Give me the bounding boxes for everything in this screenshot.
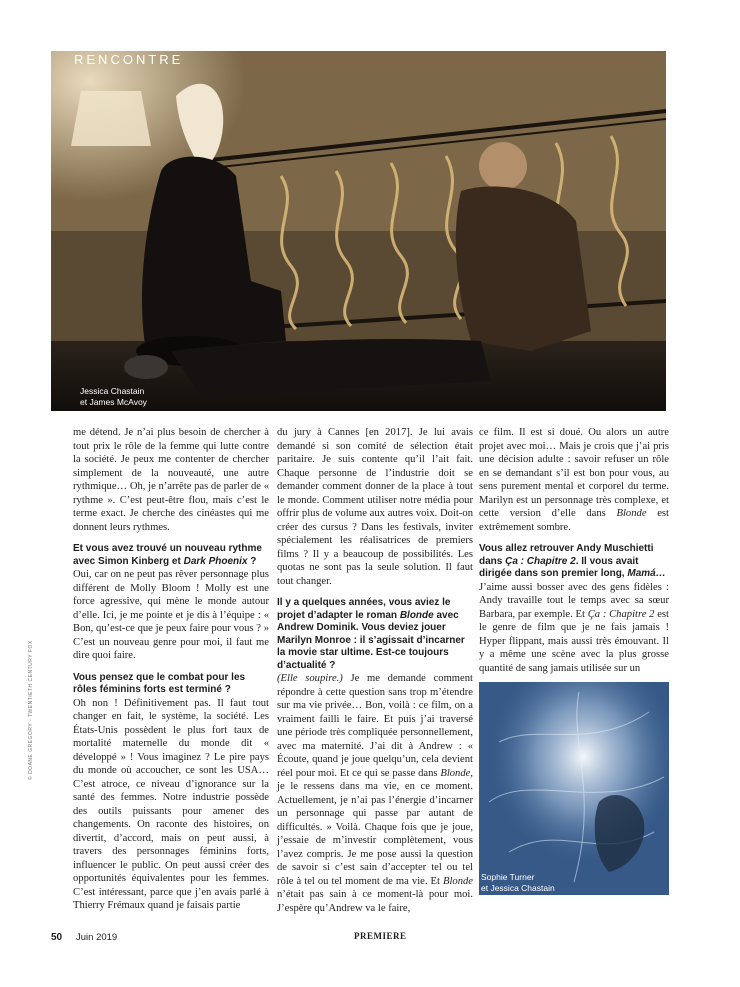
question-text: Et vous avez trouvé un nouveau rythme avec Simon Kinberg et xyxy=(73,543,262,567)
stage-direction: (Elle soupire.) xyxy=(277,673,343,684)
text-column-1 xyxy=(73,426,269,913)
answer-text: J’aime aussi bosser avec des gens fidèles : Andy travaille tout le temps avec sa sœur Barbara, par exemple. Et xyxy=(479,581,669,620)
answer-text: Je me demande comment répondre à cette question sans trop m’étendre sur ma vie privée… Bon, voilà : ce film, on a vraiment failli le faire. Et puis j’ai traversé une période très compliquée personnellement, avec ma maternité. J’ai dit à Andrew : « Écoute, quand je joue quelqu’un, cela devient réel pour moi. Et ce qui se passe dans xyxy=(277,673,473,779)
paragraph: du jury à Cannes [en 2017]. Je lui avais demandé si son comité de sélection était paritaire. Je suis contente qu’il l’ait fait. Chaque personne de l’industrie doit se demander comment donner de la place à tout le monde. Comment utiliser notre média pour offrir plus de volume aux autres voix. Doit-on créer des cursus ? Dans les festivals, inviter spécialement les réalisatrices de premiers films ? Il y a beaucoup de possibilités. Les quotas ne sont pas la seule solution. Il faut tout changer. xyxy=(277,427,473,587)
text-column-2 xyxy=(277,426,473,915)
secondary-photo xyxy=(479,682,669,895)
paragraph: Oh non ! Définitivement pas. Il faut tout changer en fait, le système, la société. Les États-Unis possèdent le plus fort taux de mortalité maternelle du monde dit « développé » ! Vous imaginez ? Le pire pays du monde où accoucher, ce sont les USA… C’est atroce, ce niveau d’ignorance sur la santé des femmes. Notre industrie possède des outils puissants pour amener des changements. On raconte des histoires, on divertit, d’accord, mais on peut aussi, à travers des personnages féminins forts, influencer le public. On peut aussi créer des opportunités équivalentes pour les femmes. C’est intéressant, parce que j’en avais parlé à Thierry Frémaux quand je faisais partie xyxy=(73,697,269,911)
film-title: Mamá… xyxy=(627,568,666,579)
text-column-3 xyxy=(479,426,669,675)
paragraph xyxy=(277,672,473,915)
question-text: Il y a quelques années, vous aviez le projet d’adapter le roman xyxy=(277,597,451,621)
paragraph: Oui, car on ne peut pas rêver personnage plus différent de Molly Bloom ! Molly est une force agressive, qui mène le monde autour d’elle. Ici, je me pointe et je dis à l’équipe : « Bon, qu’est-ce que je peux faire pour vous ? » C’est un nouveau genre pour moi, il faut me dire quoi faire. xyxy=(73,569,269,661)
book-title: Blonde xyxy=(399,609,434,621)
secondary-caption-line-1: Sophie Turner xyxy=(481,872,535,882)
answer-text: est extrêmement sombre. xyxy=(479,508,669,533)
question-text: . Il vous avait dirigée dans son premier long, xyxy=(479,555,639,579)
secondary-photo-illustration xyxy=(479,682,669,895)
answer-text: n’était pas sain à ce moment-là pour moi. J’espère qu’Andrew va le faire, xyxy=(277,889,473,914)
interview-question xyxy=(277,597,473,672)
main-photo-illustration xyxy=(51,51,666,411)
paragraph: me détend. Je n’ai plus besoin de chercher à tout prix le rôle de la femme qui lutte contre la société. Je peux me contenter de chercher simplement de la nouveauté, une autre rythmique… Oh, je n’arrête pas de parler de « rythme ». C’est peut-être flou, mais c’est le terme exact. Je cherche des cinéastes qui me donnent leurs rythmes. xyxy=(73,427,269,533)
secondary-photo-caption xyxy=(481,872,555,894)
question-text: avec Andrew Dominik. Vous deviez jouer Marilyn Monroe : il s’agissait d’incarner la movie star ultime. Est-ce toujours d’actualité ? xyxy=(277,609,465,671)
section-label: RENCONTRE xyxy=(74,52,184,67)
film-title: Dark Phoenix xyxy=(183,555,248,567)
question-text: Vous allez retrouver Andy Muschietti dans xyxy=(479,543,654,567)
interview-question xyxy=(73,543,269,568)
book-title: Blonde xyxy=(442,875,473,887)
paragraph xyxy=(479,426,669,534)
answer-text: est le genre de film que je ne fais jamais ! Hyper flippant, mais aussi très émouvant. Il y a même une scène avec la plus grosse quantité de sang jamais utilisée sur un xyxy=(479,608,669,674)
main-photo xyxy=(51,51,666,411)
film-title: Ça : Chapitre 2 xyxy=(505,555,576,567)
answer-text: ce film. Il est si doué. Ou alors un autre projet avec moi… Mais je crois que j’ai pris une décision adulte : savoir refuser un rôle en se demandant s’il est bon pour vous, au sens purement mental et corporel du terme. Marilyn est un personnage très complexe, et cette version d’elle dans xyxy=(479,427,669,519)
interview-question: Vous pensez que le combat pour les rôles féminins forts est terminé ? xyxy=(73,671,246,695)
main-caption-line-2: et James McAvoy xyxy=(80,397,147,407)
answer-text: je le ressens dans ma vie, en ce moment. Actuellement, je n’ai pas l’énergie d’incarner un personnage qui passe par autant de difficultés. » Voilà. Chaque fois que je joue, j’essaie de m’investir complètement, vous l’avez compris. Je me pose aussi la question de savoir si c’est sain d’accepter tel ou tel rôle à tel ou tel moment de ma vie. Et xyxy=(277,781,473,887)
page-number: 50 xyxy=(51,932,63,943)
paragraph xyxy=(479,581,669,676)
photo-credit: © DOANE GREGORY - TWENTIETH CENTURY FOX xyxy=(28,640,34,780)
main-photo-caption xyxy=(80,386,147,408)
magazine-logo: PREMIERE xyxy=(354,931,407,941)
issue-date: Juin 2019 xyxy=(76,932,118,943)
film-title: Ça : Chapitre 2 xyxy=(587,608,655,620)
secondary-caption-line-2: et Jessica Chastain xyxy=(481,883,555,893)
main-caption-line-1: Jessica Chastain xyxy=(80,386,145,396)
interview-question xyxy=(479,543,669,581)
question-end: ? xyxy=(247,555,257,567)
book-title: Blonde, xyxy=(440,767,473,779)
book-title: Blonde xyxy=(616,508,647,519)
